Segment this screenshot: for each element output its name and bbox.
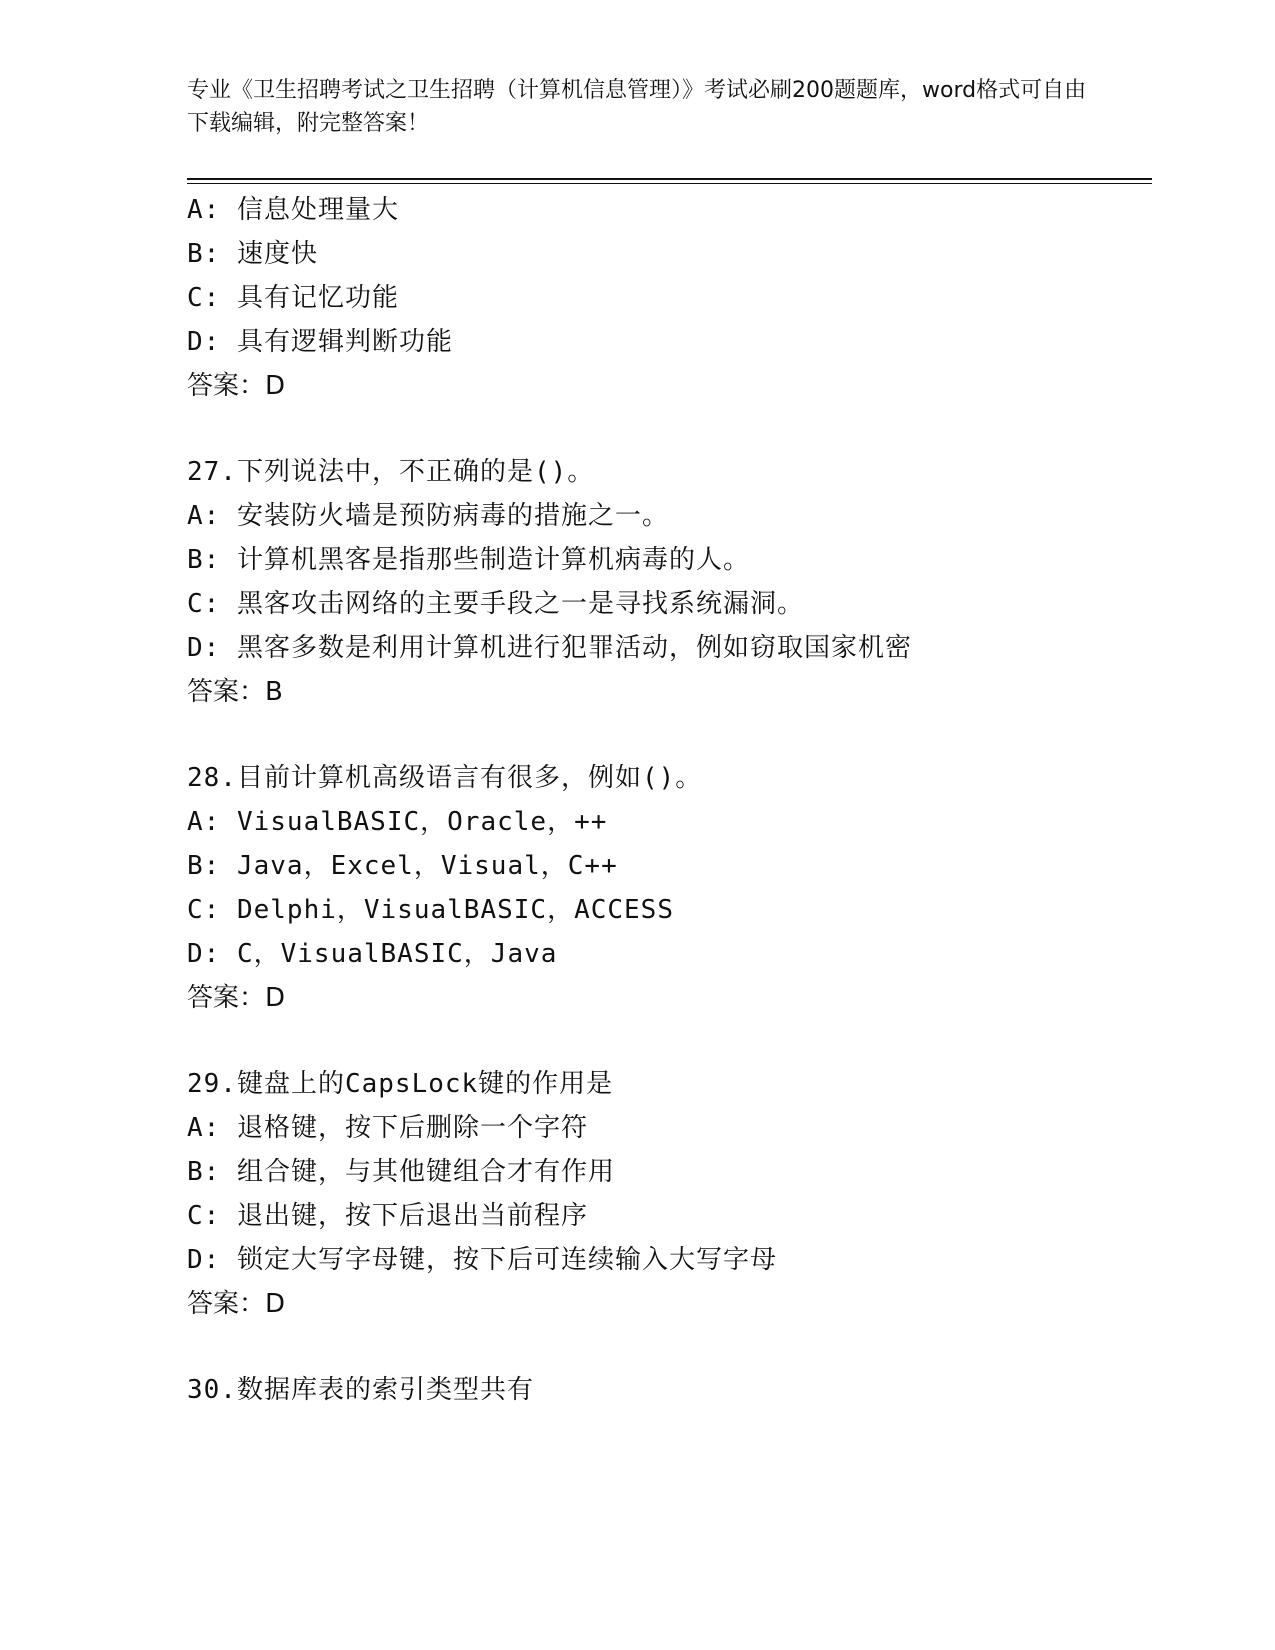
question-stem: 30.数据库表的索引类型共有	[187, 1375, 534, 1405]
option-c: C: Delphi，VisualBASIC，ACCESS	[187, 895, 674, 925]
option-a: A: VisualBASIC，Oracle，++	[187, 807, 608, 837]
option-d: D: 具有逻辑判断功能	[187, 327, 453, 357]
question-stem: 27.下列说法中，不正确的是()。	[187, 457, 595, 487]
option-b: B: 计算机黑客是指那些制造计算机病毒的人。	[187, 545, 750, 575]
option-b: B: Java，Excel，Visual，C++	[187, 851, 618, 881]
option-b: B: 组合键，与其他键组合才有作用	[187, 1157, 615, 1187]
question-stem: 29.键盘上的CapsLock键的作用是	[187, 1069, 614, 1099]
question-stem: 28.目前计算机高级语言有很多，例如()。	[187, 763, 703, 793]
option-a: A: 安装防火墙是预防病毒的措施之一。	[187, 501, 669, 531]
header-divider-thin	[187, 183, 1152, 184]
header-divider-thick	[187, 178, 1152, 180]
option-c: C: 具有记忆功能	[187, 283, 399, 313]
answer-line: 答案：D	[187, 983, 286, 1013]
option-a: A: 信息处理量大	[187, 195, 399, 225]
option-d: D: 锁定大写字母键，按下后可连续输入大写字母	[187, 1245, 777, 1275]
option-a: A: 退格键，按下后删除一个字符	[187, 1113, 588, 1143]
option-c: C: 黑客攻击网络的主要手段之一是寻找系统漏洞。	[187, 589, 804, 619]
answer-line: 答案：D	[187, 371, 286, 401]
answer-line: 答案：D	[187, 1289, 286, 1319]
option-c: C: 退出键，按下后退出当前程序	[187, 1201, 588, 1231]
option-b: B: 速度快	[187, 239, 318, 269]
option-d: D: 黑客多数是利用计算机进行犯罪活动，例如窃取国家机密	[187, 633, 912, 663]
document-header: 专业《卫生招聘考试之卫生招聘（计算机信息管理）》考试必刷200题题库，word格式可自由下载编辑，附完整答案！	[187, 78, 1087, 136]
answer-line: 答案：B	[187, 677, 283, 707]
option-d: D: C，VisualBASIC，Java	[187, 939, 558, 969]
